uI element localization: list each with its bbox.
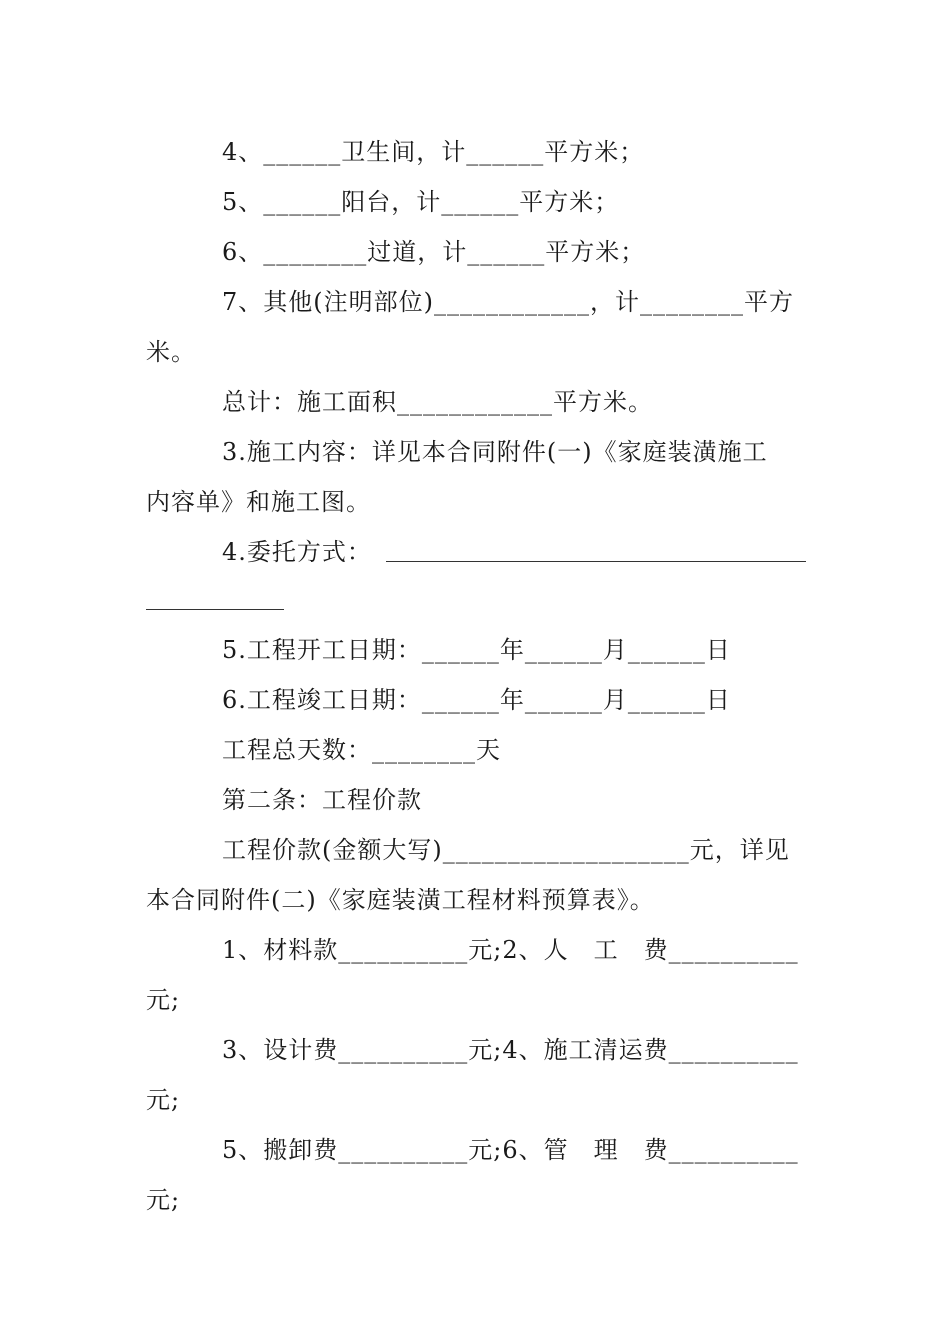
item-other-area-continued: 米。: [146, 338, 196, 366]
item-other-area: 7、其他(注明部位)____________，计________平方: [222, 288, 794, 316]
fee-design-cleanup-unit: 元;: [146, 1086, 181, 1114]
fee-moving-management-unit: 元;: [146, 1186, 181, 1214]
total-days: 工程总天数：________天: [222, 736, 501, 764]
completion-date: 6.工程竣工日期：______年______月______日: [222, 686, 731, 714]
commission-method-blank-line-continued: [146, 609, 284, 610]
fee-design-cleanup: 3、设计费__________元;4、施工清运费__________: [222, 1036, 799, 1064]
construction-content-continued: 内容单》和施工图。: [146, 488, 371, 516]
commission-method: 4.委托方式：: [222, 538, 372, 566]
article-two-heading: 第二条：工程价款: [222, 786, 422, 814]
total-construction-area: 总计：施工面积____________平方米。: [222, 388, 653, 416]
project-price-continued: 本合同附件(二)《家庭装潢工程材料预算表》。: [146, 886, 655, 914]
item-bathroom-area: 4、______卫生间，计______平方米；: [222, 138, 645, 166]
item-corridor-area: 6、________过道，计______平方米；: [222, 238, 646, 266]
fee-materials-labor-unit: 元;: [146, 986, 181, 1014]
fee-materials-labor: 1、材料款__________元;2、人 工 费__________: [222, 936, 799, 964]
construction-content: 3.施工内容：详见本合同附件(一)《家庭装潢施工: [222, 438, 768, 466]
item-balcony-area: 5、______阳台，计______平方米；: [222, 188, 620, 216]
commission-method-blank-line: [386, 561, 806, 562]
start-date: 5.工程开工日期：______年______月______日: [222, 636, 731, 664]
fee-moving-management: 5、搬卸费__________元;6、管 理 费__________: [222, 1136, 799, 1164]
project-price: 工程价款(金额大写)___________________元，详见: [222, 836, 790, 864]
